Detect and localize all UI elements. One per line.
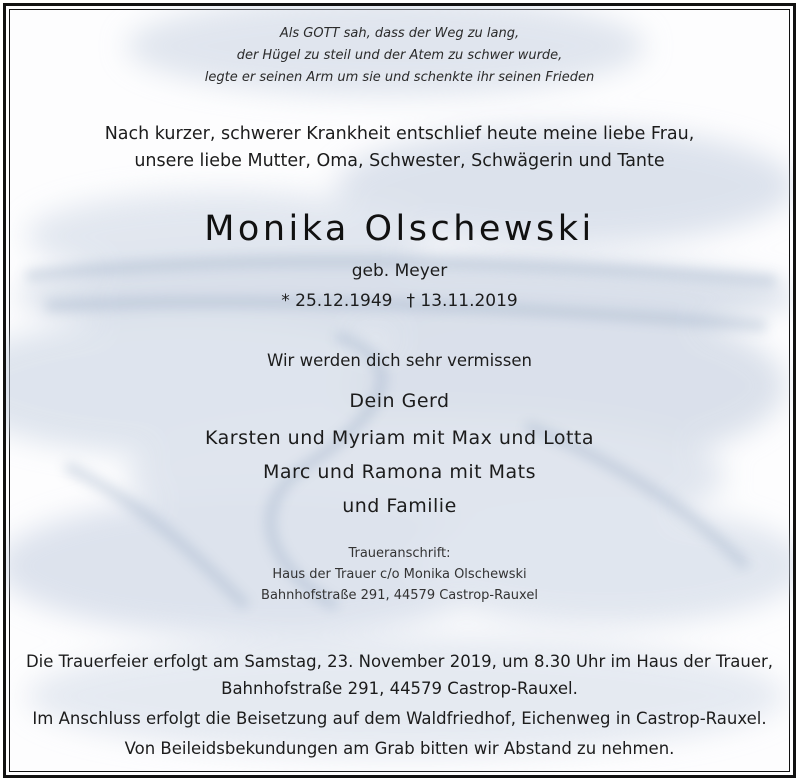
intro-line-2: unsere liebe Mutter, Oma, Schwester, Schwägerin und Tante — [134, 151, 665, 171]
info-line-1: Die Trauerfeier erfolgt am Samstag, 23. November 2019, um 8.30 Uhr im Haus der Trauer, — [25, 652, 774, 671]
obituary-frame — [3, 3, 796, 778]
deceased-name: Monika Olschewski — [204, 209, 595, 249]
intro-line-1: Nach kurzer, schwerer Krankheit entschlief heute meine liebe Frau, — [104, 124, 695, 144]
family-line-3: Marc und Ramona mit Mats — [262, 461, 537, 483]
poem-line-2: der Hügel zu steil und der Atem zu schwer wurde, — [236, 48, 563, 63]
poem-line-3: legte er seinen Arm um sie und schenkte ihr seinen Frieden — [204, 70, 595, 85]
address-line-2: Bahnhofstraße 291, 44579 Castrop-Rauxel — [261, 588, 538, 603]
birth-date: * 25.12.1949 — [281, 291, 393, 311]
death-date: † 13.11.2019 — [406, 291, 518, 311]
life-dates — [6, 291, 793, 311]
poem-line-1: Als GOTT sah, dass der Weg zu lang, — [279, 26, 520, 41]
info-line-3: Im Anschluss erfolgt die Beisetzung auf dem Waldfriedhof, Eichenweg in Castrop-Rauxel. — [32, 709, 767, 728]
family-line-4: und Familie — [342, 495, 457, 517]
obituary-content — [6, 6, 793, 775]
address-line-1: Haus der Trauer c/o Monika Olschewski — [272, 567, 527, 582]
info-line-4: Von Beileidsbekundungen am Grab bitten wir Abstand zu nehmen. — [124, 739, 675, 758]
birth-name: geb. Meyer — [351, 261, 448, 281]
farewell-message: Wir werden dich sehr vermissen — [267, 351, 532, 370]
info-line-2: Bahnhofstraße 291, 44579 Castrop-Rauxel. — [221, 679, 578, 698]
address-label: Traueranschrift: — [348, 546, 451, 561]
family-line-2: Karsten und Myriam mit Max und Lotta — [204, 427, 594, 449]
family-line-1: Dein Gerd — [349, 390, 450, 412]
